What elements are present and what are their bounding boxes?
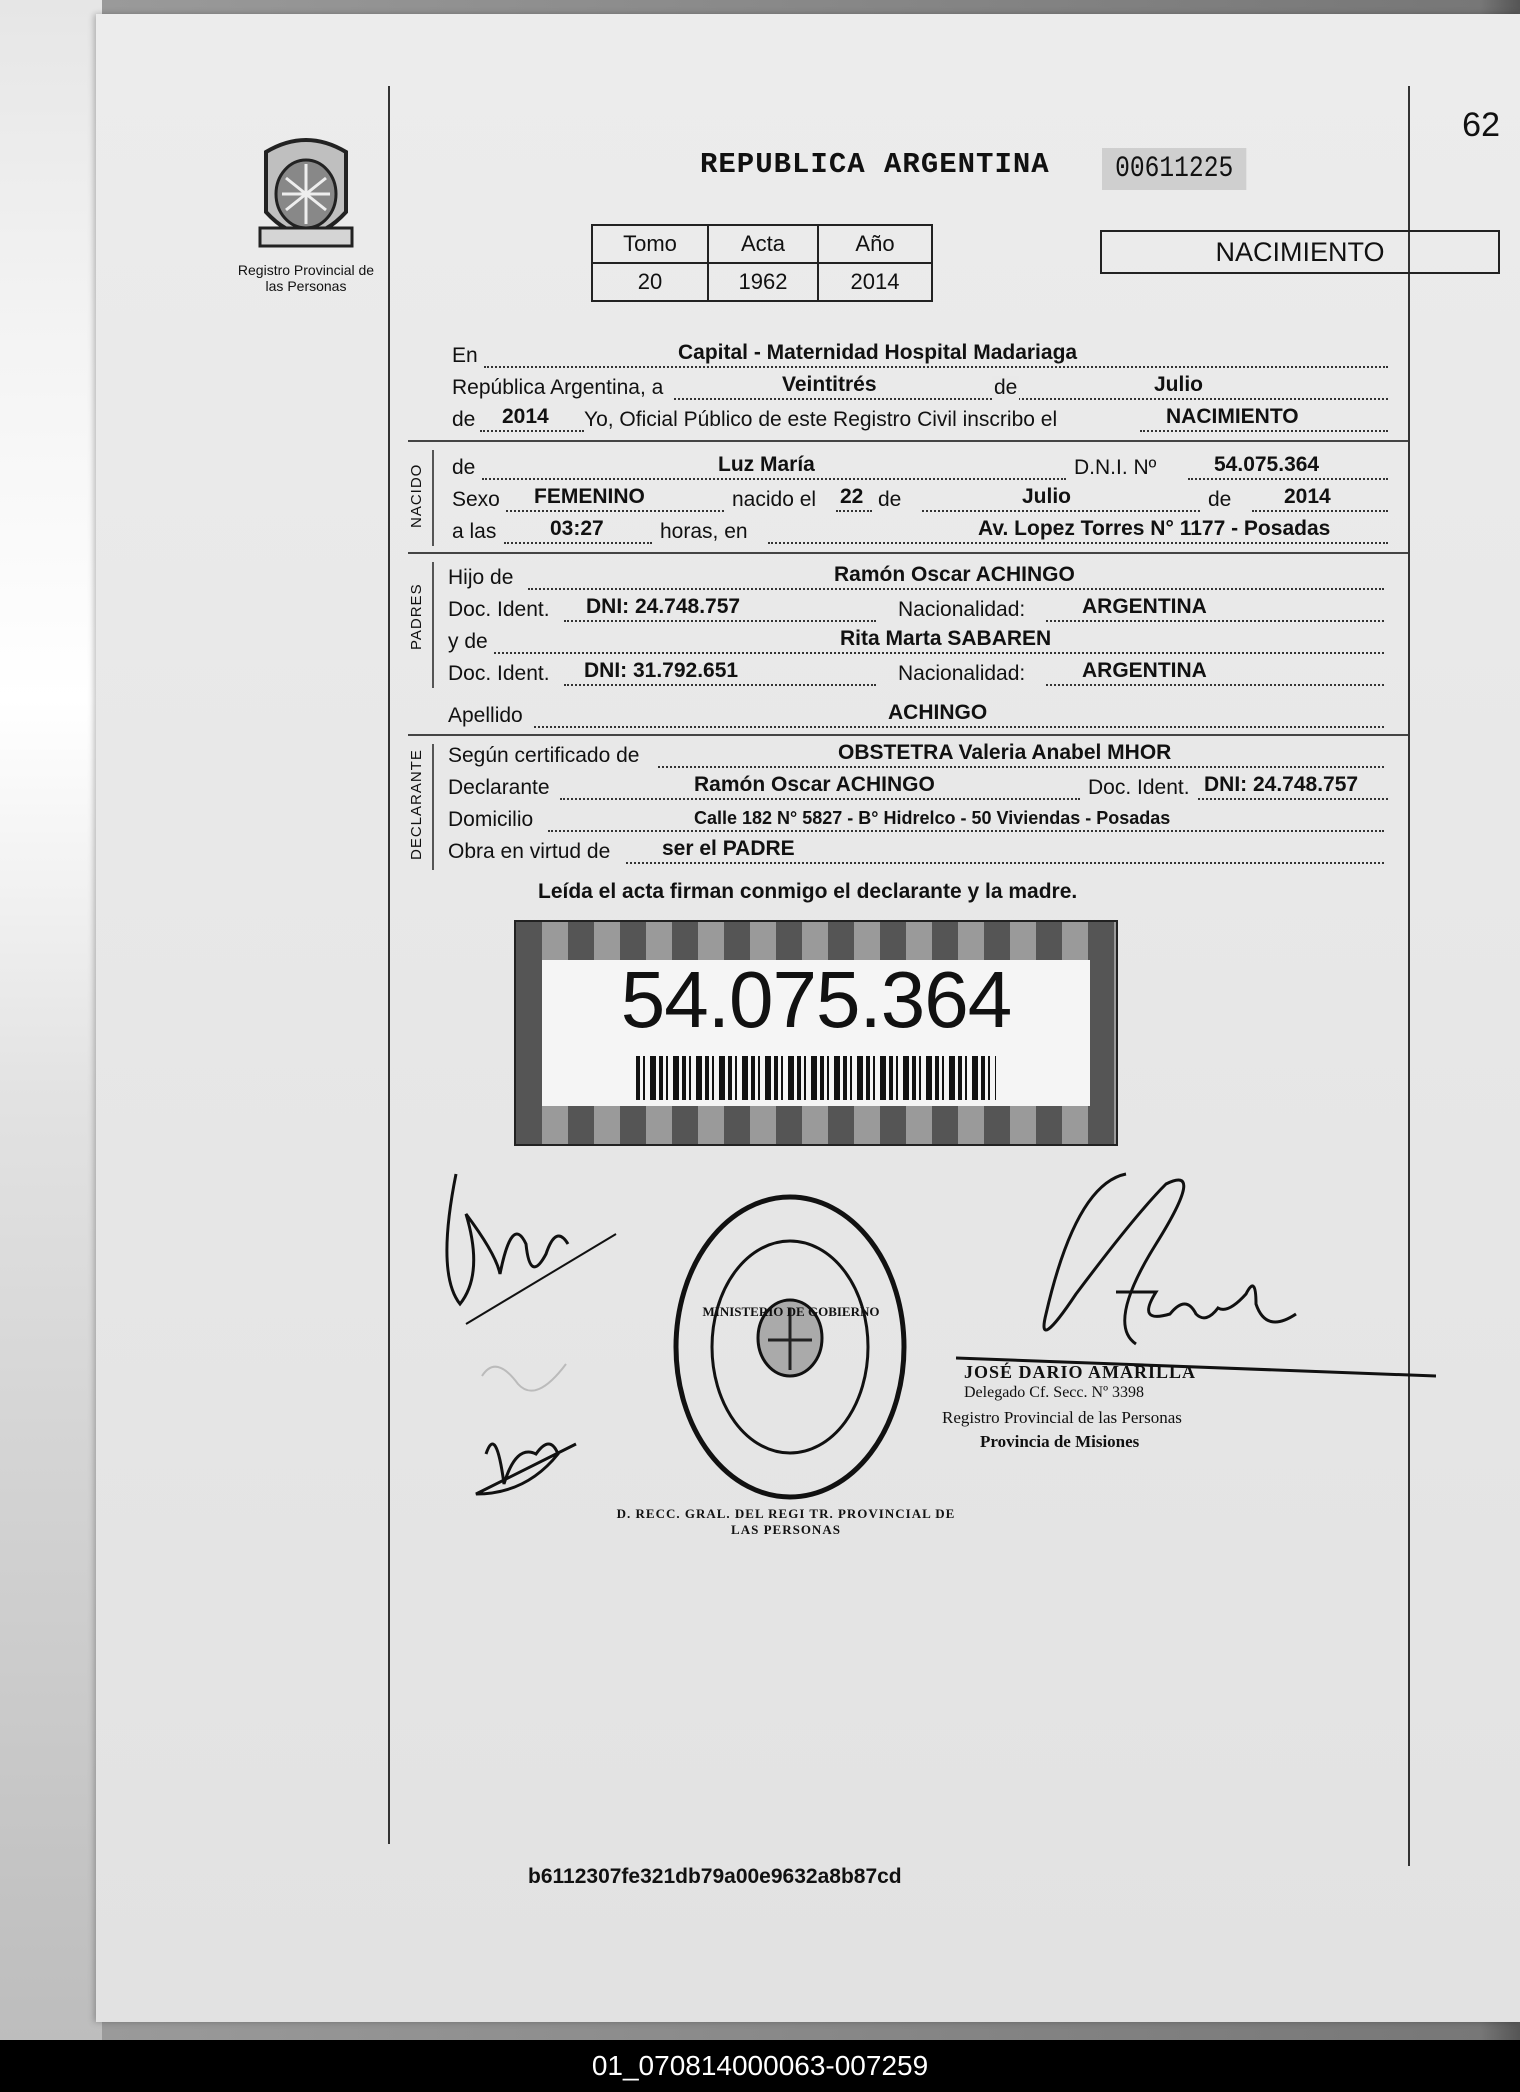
obra-value: ser el PADRE xyxy=(662,837,795,860)
closing-statement: Leída el acta firman conmigo el declarante y la madre. xyxy=(538,880,1078,903)
frame-left-line xyxy=(388,86,390,1844)
month-value: Julio xyxy=(1154,373,1204,396)
child-dni: 54.075.364 xyxy=(1214,453,1320,476)
nacido-row-name xyxy=(452,452,1388,482)
intro-row-date xyxy=(452,372,1388,402)
official-province: Provincia de Misiones xyxy=(980,1432,1140,1451)
birth-year: 2014 xyxy=(1284,485,1331,508)
padres-row-father-doc xyxy=(448,594,1388,624)
mother-name: Rita Marta SABAREN xyxy=(840,627,1052,650)
section-nacido: NACIDO xyxy=(408,463,425,528)
cert-value: OBSTETRA Valeria Anabel MHOR xyxy=(838,741,1172,764)
serial-number: 00611225 xyxy=(1102,148,1246,190)
intro-row-place xyxy=(452,340,1388,370)
left-strip xyxy=(0,0,102,2040)
official-role: Delegado Cf. Secc. Nº 3398 xyxy=(964,1384,1145,1401)
nacido-de-label-3: de xyxy=(1208,488,1232,511)
year-value: 2014 xyxy=(502,405,549,428)
table-header-row xyxy=(592,225,932,263)
sexo-value: FEMENINO xyxy=(534,485,645,508)
declarant-name: Ramón Oscar ACHINGO xyxy=(694,773,935,796)
y-de-label: y de xyxy=(448,630,488,653)
father-name: Ramón Oscar ACHINGO xyxy=(834,563,1075,586)
de-label-2: de xyxy=(452,408,476,431)
nacido-de-label: de xyxy=(452,456,476,479)
stamp-ring-text: D. RECC. GRAL. DEL REGI TR. PROVINCIAL DE LAS PERSONAS xyxy=(616,1506,956,1537)
stamp-inner-text: MINISTERIO DE GOBIERNO xyxy=(702,1304,880,1319)
barcode xyxy=(636,1056,996,1100)
document-hash: b6112307fe321db79a00e9632a8b87cd xyxy=(528,1865,902,1888)
domicilio-value: Calle 182 N° 5827 - B° Hidrelco - 50 Viviendas - Posadas xyxy=(694,808,1171,828)
official-stamp xyxy=(670,1190,910,1504)
value-acta: 1962 xyxy=(708,263,818,301)
declarante-row-domicilio xyxy=(448,804,1388,834)
nacido-de-label-2: de xyxy=(878,488,902,511)
child-name: Luz María xyxy=(718,453,815,476)
declarante-row-cert xyxy=(448,740,1388,770)
table-value-row xyxy=(592,263,932,301)
official-text: Yo, Oficial Público de este Registro Civil inscribo el xyxy=(584,408,1058,431)
intro-row-official xyxy=(452,404,1388,434)
declarante-row-name xyxy=(448,772,1388,802)
day-text: Veintitrés xyxy=(782,373,877,396)
birth-month: Julio xyxy=(1022,485,1072,508)
birth-time: 03:27 xyxy=(550,517,604,540)
official-name: JOSÉ DARIO AMARILLA xyxy=(964,1362,1197,1382)
birth-day: 22 xyxy=(840,485,864,508)
nacido-el-label: nacido el xyxy=(732,488,817,511)
horas-label: horas, en xyxy=(660,520,748,543)
mother-nationality: ARGENTINA xyxy=(1082,659,1207,682)
obra-label: Obra en virtud de xyxy=(448,840,611,863)
domicilio-label: Domicilio xyxy=(448,808,534,831)
de-label: de xyxy=(994,376,1018,399)
page-number: 62 xyxy=(1462,106,1500,144)
tomo-acta-anio-table xyxy=(591,224,933,302)
act-word: NACIMIENTO xyxy=(1166,405,1299,428)
official-office: Registro Provincial de las Personas xyxy=(942,1408,1182,1427)
registry-logo xyxy=(252,132,360,262)
republica-label: República Argentina, a xyxy=(452,376,664,399)
nacido-row-time-place xyxy=(452,516,1388,546)
place-value: Capital - Maternidad Hospital Madariaga xyxy=(678,341,1078,364)
declarant-doc-label: Doc. Ident. xyxy=(1088,776,1190,799)
header-tomo: Tomo xyxy=(592,225,708,263)
declarant-doc: DNI: 24.748.757 xyxy=(1204,773,1359,796)
father-nationality: ARGENTINA xyxy=(1082,595,1207,618)
en-label: En xyxy=(452,344,478,367)
a-las-label: a las xyxy=(452,520,497,543)
country-title: REPUBLICA ARGENTINA xyxy=(700,148,1050,181)
header-acta: Acta xyxy=(708,225,818,263)
padres-row-mother xyxy=(448,626,1388,656)
signature-official xyxy=(956,1164,1436,1394)
frame-right-line xyxy=(1408,86,1410,1866)
registry-name: Registro Provincial de las Personas xyxy=(237,262,375,294)
hijo-de-label: Hijo de xyxy=(448,566,514,589)
section-padres: PADRES xyxy=(408,583,425,650)
birth-address: Av. Lopez Torres N° 1177 - Posadas xyxy=(978,517,1331,540)
father-nat-label: Nacionalidad: xyxy=(898,598,1026,621)
mother-nat-label: Nacionalidad: xyxy=(898,662,1026,685)
value-anio: 2014 xyxy=(818,263,932,301)
dni-sticker-inner xyxy=(542,955,1090,1106)
dni-label: D.N.I. Nº xyxy=(1074,456,1157,479)
father-doc: DNI: 24.748.757 xyxy=(586,595,741,618)
apellido-value: ACHINGO xyxy=(888,701,988,724)
scan-file-id: 01_070814000063-007259 xyxy=(0,2040,1520,2092)
act-type-box: NACIMIENTO xyxy=(1100,230,1500,274)
sticker-dni-number: 54.075.364 xyxy=(620,955,1012,1044)
dni-sticker xyxy=(514,920,1118,1146)
declarante-label: Declarante xyxy=(448,776,550,799)
header-anio: Año xyxy=(818,225,932,263)
value-tomo: 20 xyxy=(592,263,708,301)
apellido-row xyxy=(448,700,1388,730)
sexo-label: Sexo xyxy=(452,488,500,511)
father-doc-label: Doc. Ident. xyxy=(448,598,550,621)
cert-label: Según certificado de xyxy=(448,744,640,767)
declarante-row-obra xyxy=(448,836,1388,866)
padres-row-mother-doc xyxy=(448,658,1388,688)
nacido-row-sex-date xyxy=(452,484,1388,514)
mother-doc: DNI: 31.792.651 xyxy=(584,659,739,682)
certificate-page xyxy=(96,14,1520,2022)
section-declarante: DECLARANTE xyxy=(408,749,425,860)
mother-doc-label: Doc. Ident. xyxy=(448,662,550,685)
padres-row-father xyxy=(448,562,1388,592)
apellido-label: Apellido xyxy=(448,704,523,727)
